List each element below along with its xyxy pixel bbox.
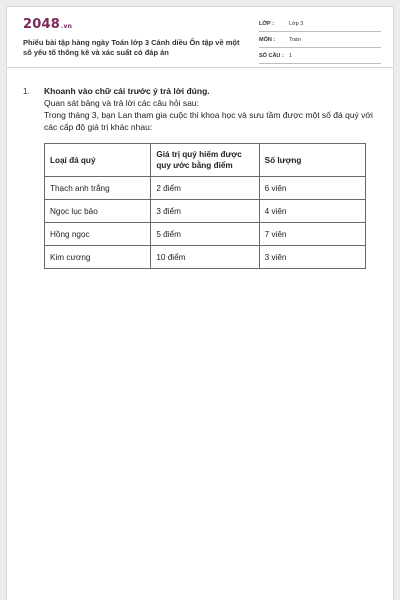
question-number: 1.	[23, 87, 30, 96]
meta-count-label: SỐ CÂU :	[259, 53, 284, 59]
meta-count-value: 1	[289, 53, 293, 59]
meta-subject-row	[259, 33, 381, 48]
cell-quantity: 4 viên	[259, 200, 365, 223]
logo-suffix: .vn	[60, 23, 73, 30]
meta-class-value: Lớp 3	[289, 21, 304, 27]
header-value-points: Giá trị quý hiếm được quy ước bằng điểm	[151, 144, 259, 177]
question-line-2: Trong tháng 3, bạn Lan tham gia cuộc thi khoa học và sưu tầm được một số đá quý với các cấp độ giá trị khác nhau:	[44, 110, 373, 132]
cell-points: 3 điểm	[151, 200, 259, 223]
worksheet-title: Phiếu bài tập hàng ngày Toán lớp 3 Cánh diều Ôn tập về một số yếu tố thống kê và xác suất có đáp án	[23, 38, 240, 57]
cell-points: 10 điểm	[151, 246, 259, 269]
table-row	[45, 246, 366, 269]
site-logo[interactable]	[23, 17, 72, 32]
cell-gem-type: Hồng ngọc	[45, 223, 151, 246]
header-gem-type: Loại đá quý	[45, 144, 151, 177]
table-row	[45, 177, 366, 200]
cell-gem-type: Kim cương	[45, 246, 151, 269]
header-quantity: Số lượng	[259, 144, 365, 177]
question-body	[44, 85, 384, 133]
gemstone-table	[44, 143, 366, 269]
cell-quantity: 7 viên	[259, 223, 365, 246]
cell-gem-type: Ngọc lục bảo	[45, 200, 151, 223]
meta-class-label: LỚP :	[259, 21, 274, 27]
cell-gem-type: Thạch anh trắng	[45, 177, 151, 200]
cell-points: 5 điểm	[151, 223, 259, 246]
worksheet-header	[7, 7, 393, 68]
table-row	[45, 200, 366, 223]
meta-class-row	[259, 17, 381, 32]
question-line-1: Quan sát bảng và trả lời các câu hỏi sau:	[44, 98, 199, 108]
cell-quantity: 3 viên	[259, 246, 365, 269]
question-instruction: Khoanh vào chữ cái trước ý trả lời đúng.	[44, 86, 210, 96]
meta-count-row	[259, 49, 381, 64]
logo-main: 2048	[23, 17, 60, 32]
table-header-row	[45, 144, 366, 177]
worksheet-page	[6, 6, 394, 600]
table-row	[45, 223, 366, 246]
cell-points: 2 điểm	[151, 177, 259, 200]
meta-subject-label: MÔN :	[259, 37, 276, 43]
cell-quantity: 6 viên	[259, 177, 365, 200]
meta-subject-value: Toán	[289, 37, 301, 43]
